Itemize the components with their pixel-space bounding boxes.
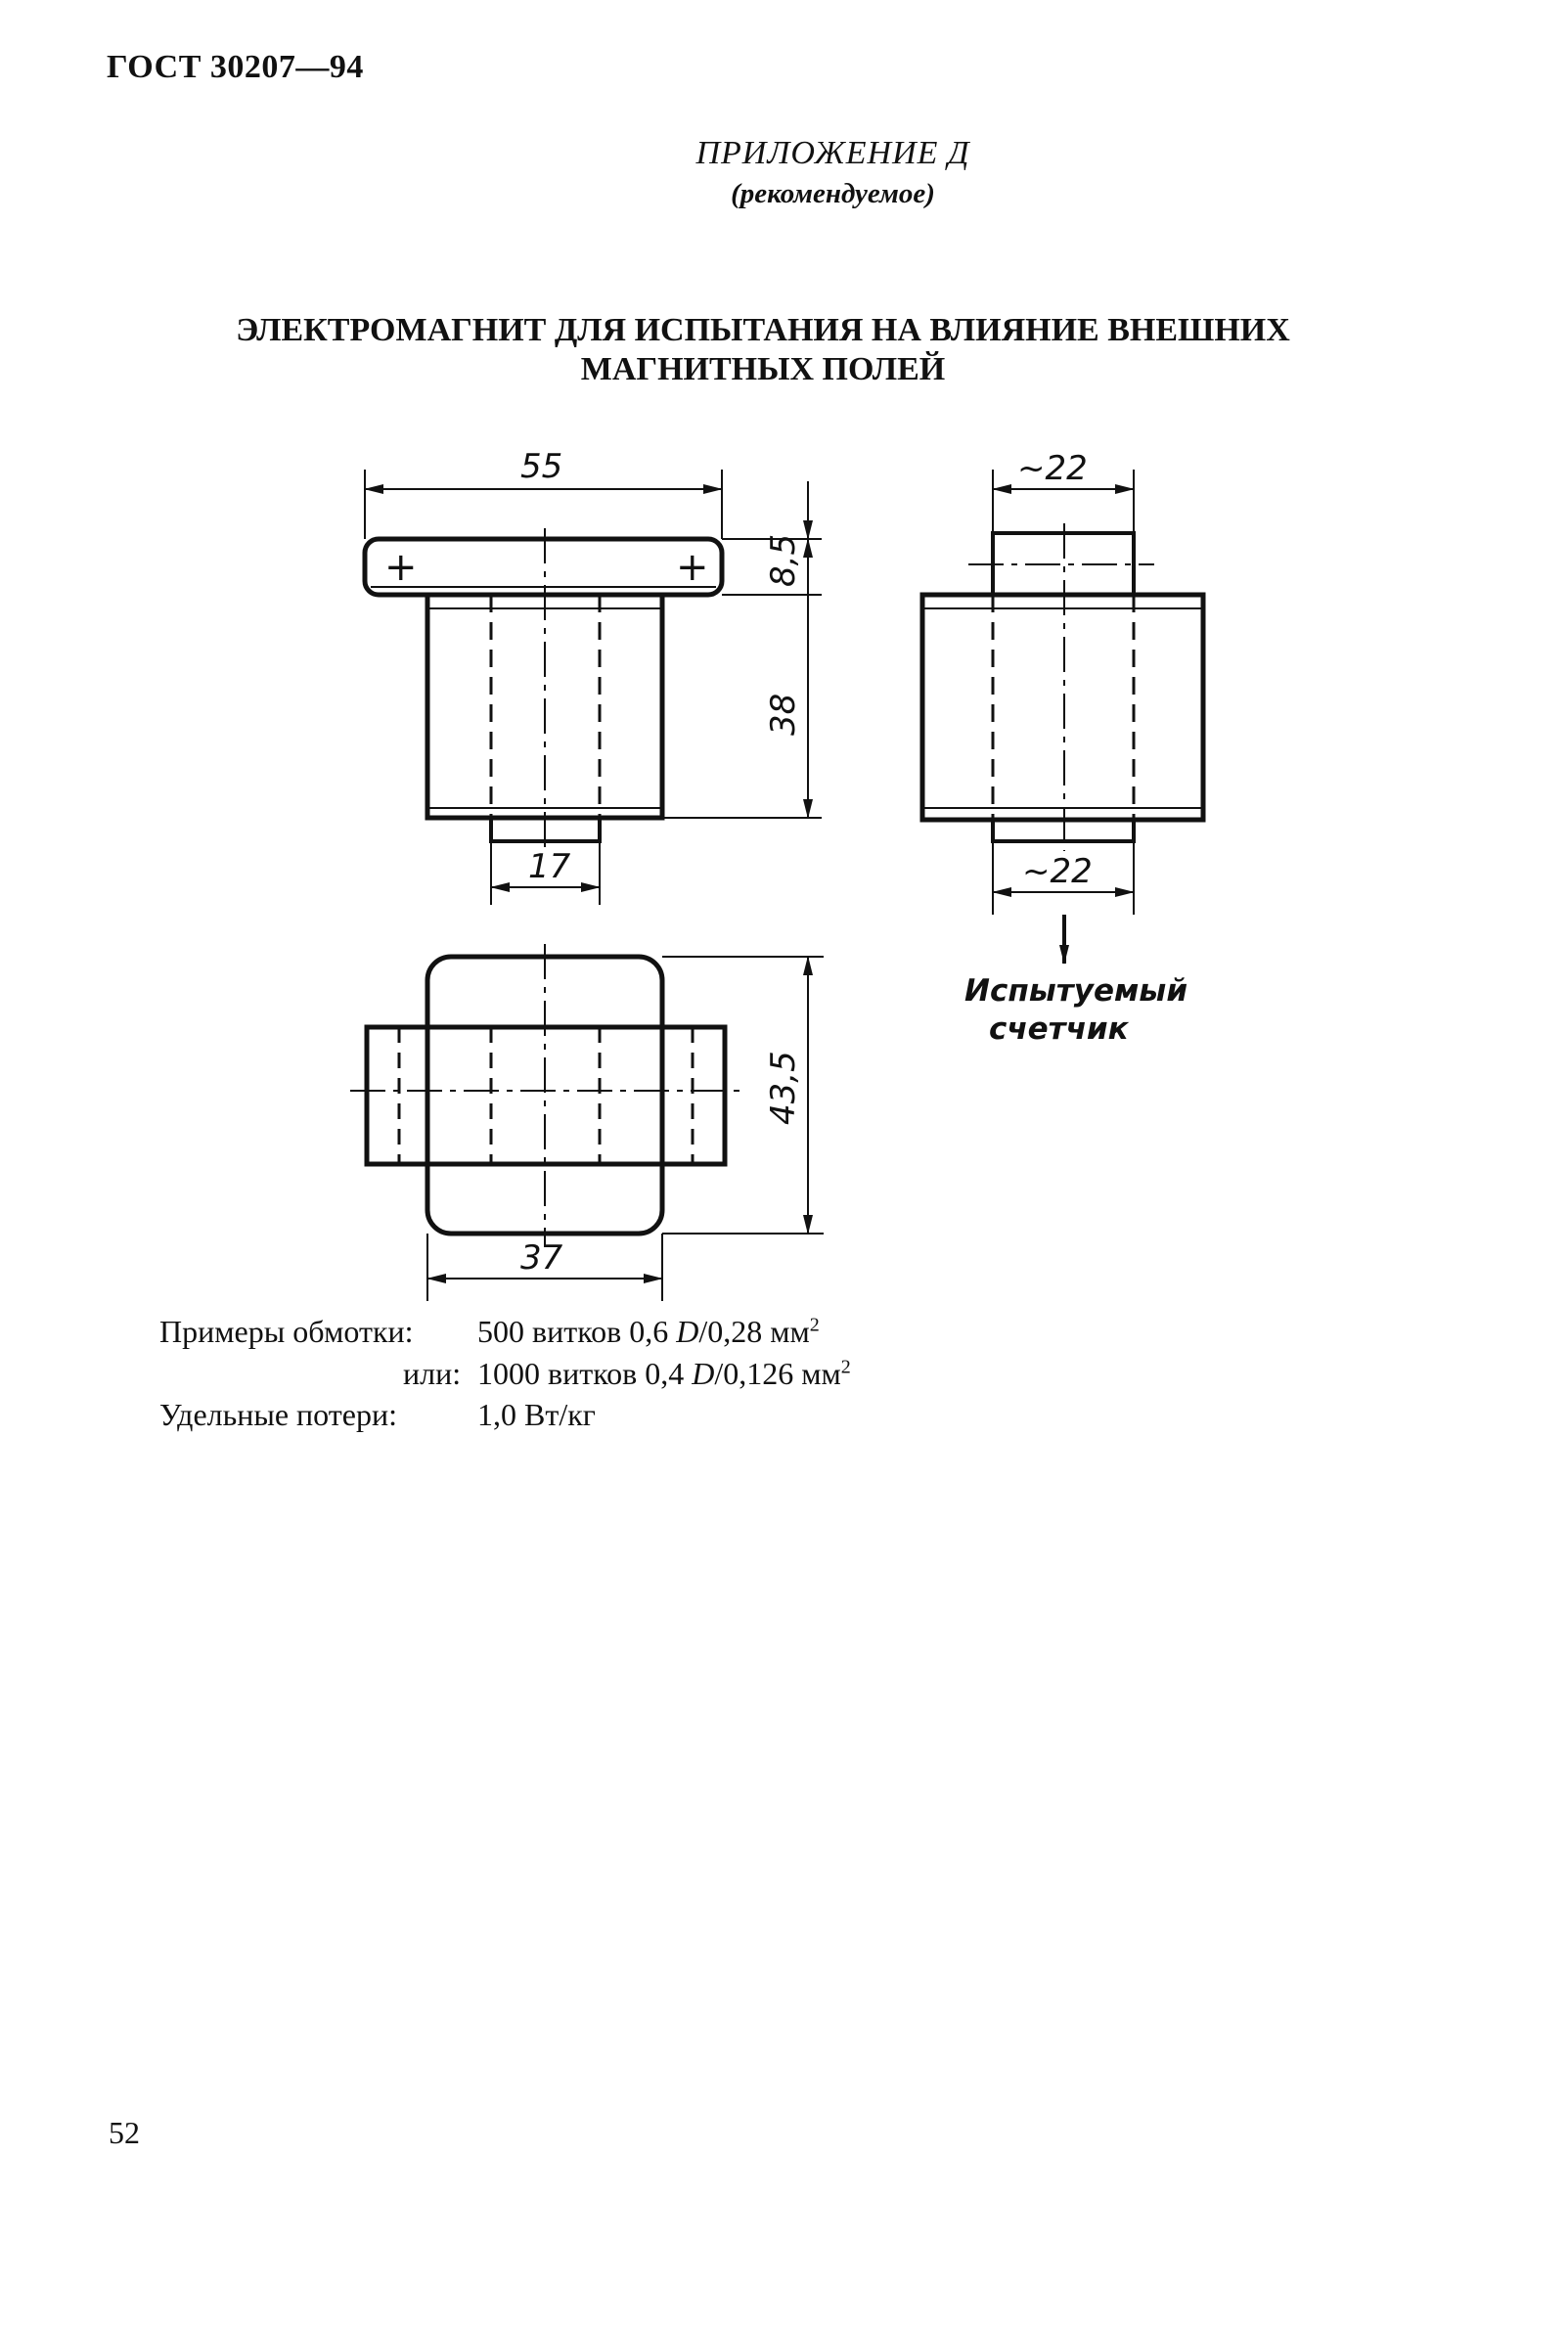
spec-winding-1-exp: 2 — [809, 1314, 820, 1336]
page-number: 52 — [109, 2115, 140, 2150]
dim-plan-width: 37 — [520, 1238, 563, 1278]
plus-right: + — [676, 545, 709, 590]
spec-row-losses-label: Удельные потери: — [159, 1397, 397, 1432]
front-view — [365, 470, 822, 905]
dim-side-bottom-width: ~22 — [1022, 852, 1093, 891]
dim-plate-height: 8,5 — [764, 533, 803, 587]
dim-plan-height: 43,5 — [764, 1051, 803, 1125]
dim-top-width: 55 — [520, 447, 563, 486]
spec-row-winding-label: Примеры обмотки: — [159, 1314, 414, 1349]
dim-coil-height: 38 — [764, 693, 803, 736]
test-meter-note-line-2: счетчик — [989, 1011, 1129, 1047]
appendix-subtitle: (рекомендуемое) — [731, 178, 935, 209]
spec-row-or-label: или: — [403, 1356, 462, 1391]
spec-row-winding-value — [477, 1314, 820, 1350]
document-title-line-1: ЭЛЕКТРОМАГНИТ ДЛЯ ИСПЫТАНИЯ НА ВЛИЯНИЕ ВНЕШНИХ — [236, 312, 1290, 348]
plan-view — [350, 944, 824, 1301]
test-meter-note-line-1: Испытуемый — [964, 973, 1188, 1009]
dim-core-width: 17 — [528, 847, 571, 886]
side-coil — [922, 595, 1203, 820]
standard-code: ГОСТ 30207—94 — [107, 49, 364, 85]
spec-row-losses-value: 1,0 Вт/кг — [477, 1397, 596, 1432]
appendix-title: ПРИЛОЖЕНИЕ Д — [695, 135, 970, 171]
spec-row-or-value — [477, 1356, 851, 1392]
plus-left: + — [384, 545, 418, 590]
spec-winding-1: 500 витков 0,6 D/0,28 мм — [477, 1314, 810, 1349]
dim-side-top-width: ~22 — [1017, 449, 1088, 488]
spec-winding-2-exp: 2 — [840, 1356, 851, 1378]
document-title-line-2: МАГНИТНЫХ ПОЛЕЙ — [580, 351, 946, 387]
spec-winding-2: 1000 витков 0,4 D/0,126 мм — [477, 1356, 841, 1391]
